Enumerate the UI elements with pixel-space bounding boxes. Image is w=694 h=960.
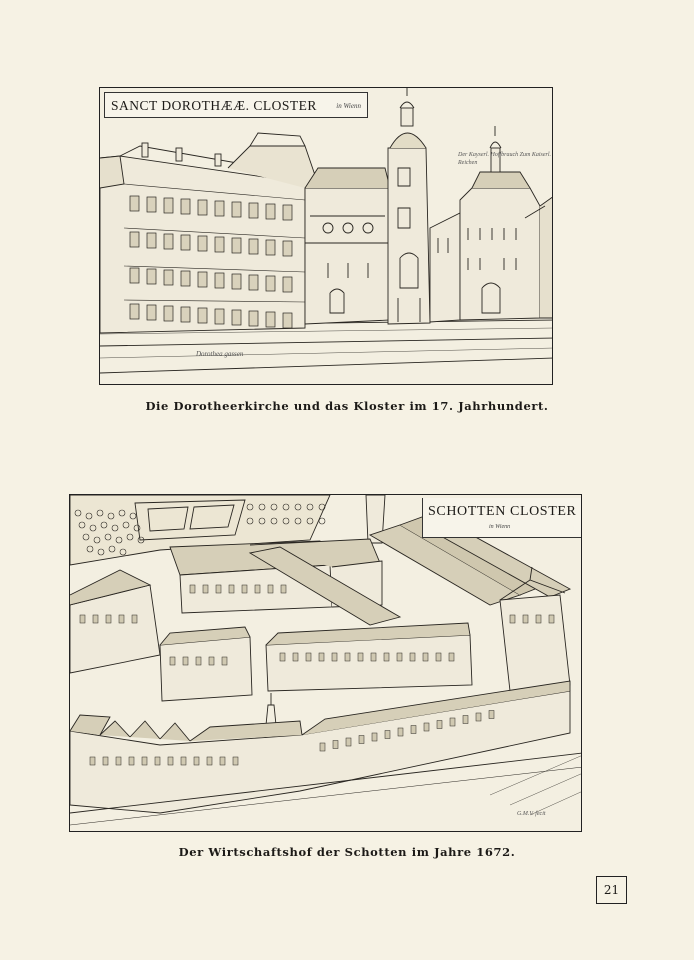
cartouche-title-1 bbox=[104, 92, 368, 118]
engraving-schottenhof bbox=[69, 494, 582, 832]
cartouche-subtitle-text: in Wienn bbox=[336, 102, 361, 110]
street-label: Dorothea gassen bbox=[196, 350, 244, 358]
engraver-signature: G.M.V. fecit bbox=[517, 811, 546, 817]
page-number: 21 bbox=[596, 876, 627, 904]
cartouche-title-2 bbox=[422, 498, 582, 538]
cartouche-title-text: SCHOTTEN CLOSTER bbox=[428, 504, 577, 519]
cartouche-title-text: SANCT DOROTHÆÆ. CLOSTER bbox=[111, 98, 317, 113]
figure-2-caption: Der Wirtschaftshof der Schotten im Jahre 1672. bbox=[178, 845, 516, 859]
engraving-2-illustration bbox=[70, 495, 582, 832]
cartouche-subtitle-text: in Wienn bbox=[489, 524, 511, 530]
engraving-dorotheerkirche bbox=[99, 87, 553, 385]
engraving-inscription: Der Kayserl. Hoffbrauch Zum Kaiserl. Reichen bbox=[458, 152, 551, 166]
figure-1-caption: Die Dorotheerkirche und das Kloster im 17. Jahrhundert. bbox=[145, 399, 549, 413]
engraving-1-illustration bbox=[100, 88, 553, 385]
